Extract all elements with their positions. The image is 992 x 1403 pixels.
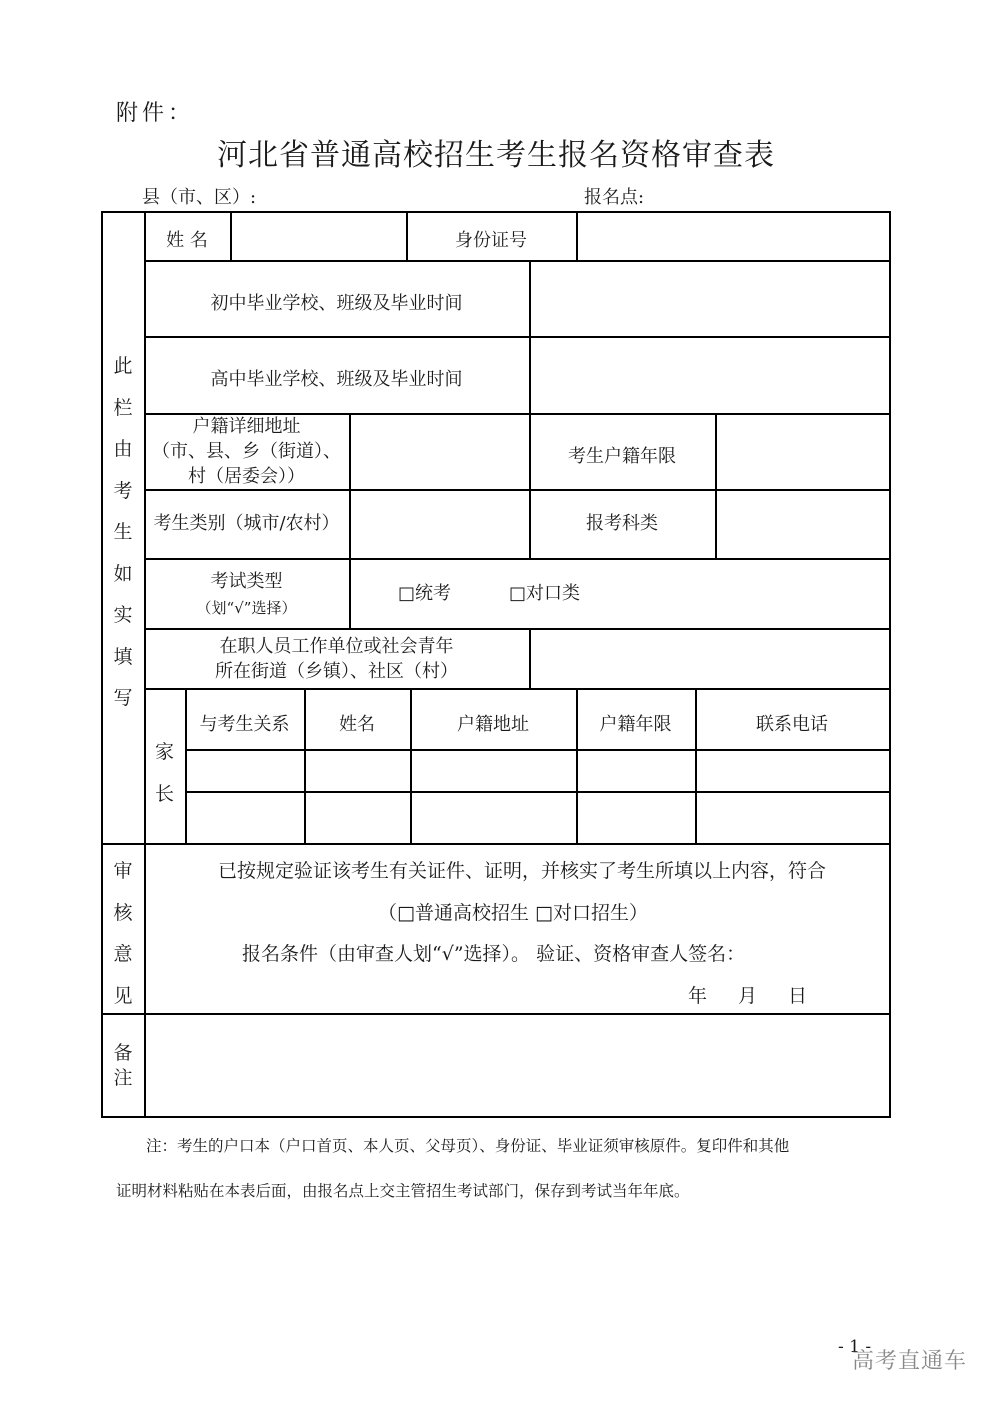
side-char: 备 <box>113 1042 133 1064</box>
household-address-label <box>144 414 349 489</box>
divider <box>101 843 891 845</box>
exam-type-option-vocational[interactable]: □对口类 <box>509 583 581 604</box>
divider <box>144 688 890 690</box>
household-years-field[interactable] <box>717 415 888 488</box>
parent-years-input[interactable] <box>578 751 694 790</box>
id-number-field[interactable] <box>578 213 888 259</box>
parent-address-input[interactable] <box>412 793 575 842</box>
title-text: 河北省普通高校招生考生报名资格审查表 <box>217 138 775 173</box>
senior-school-label: 高中毕业学校、班级及毕业时间 <box>210 369 463 390</box>
col-household-address: 户籍地址 <box>457 714 529 735</box>
id-number-label: 身份证号 <box>455 230 527 251</box>
parents-side-label <box>144 732 185 815</box>
page-number: - 1 - <box>838 1337 872 1357</box>
table-border-bottom <box>101 1116 891 1118</box>
county-label: 县（市、区）: <box>142 187 257 208</box>
parent-phone-input[interactable] <box>697 751 888 790</box>
divider <box>349 558 351 629</box>
review-statement-line2[interactable]: （□普通高校招生 □对口招生） <box>378 902 648 924</box>
table-border-right <box>889 211 891 1117</box>
parent-name-input[interactable] <box>306 751 409 790</box>
junior-school-field[interactable] <box>531 262 888 335</box>
side-char: 此 <box>113 355 133 377</box>
remarks-side-label <box>102 1041 144 1091</box>
subject-category-field[interactable] <box>717 491 888 557</box>
employment-field[interactable] <box>531 630 888 687</box>
exam-type-option-unified[interactable]: □统考 <box>398 583 452 604</box>
footer-note-line2: 证明材料粘贴在本表后面，由报名点上交主管招生考试部门，保存到考试当年年底。 <box>116 1182 690 1200</box>
side-char: 家 <box>154 741 174 763</box>
exam-type-hint: （划“√”选择） <box>196 599 297 617</box>
household-years-label: 考生户籍年限 <box>568 446 676 467</box>
side-char: 注 <box>113 1067 133 1089</box>
parent-years-input[interactable] <box>578 793 694 842</box>
side-char: 考 <box>113 479 133 502</box>
col-name: 姓名 <box>339 714 375 735</box>
senior-school-field[interactable] <box>531 338 888 412</box>
side-char: 长 <box>154 782 174 805</box>
label-line: 在职人员工作单位或社会青年 <box>219 636 454 657</box>
label-line: 村（居委会）） <box>188 466 305 487</box>
exam-type-label: 考试类型 <box>210 571 283 592</box>
divider <box>144 558 890 560</box>
label-line: 所在街道（乡镇）、社区（村） <box>215 661 458 682</box>
name-label: 姓 名 <box>166 230 208 251</box>
label-line: 户籍详细地址 <box>192 416 301 437</box>
col-household-years: 户籍年限 <box>599 714 672 735</box>
side-char: 见 <box>113 984 133 1007</box>
label-line: （市、县、乡（街道）、 <box>152 441 341 462</box>
applicant-category-field[interactable] <box>351 491 528 557</box>
household-address-field[interactable] <box>351 415 528 488</box>
side-char: 核 <box>113 901 133 924</box>
watermark: 高考直通车 <box>852 1349 968 1374</box>
divider <box>529 413 531 559</box>
side-char: 实 <box>113 604 133 626</box>
side-char: 写 <box>113 687 133 709</box>
parent-relationship-input[interactable] <box>187 751 303 790</box>
page-title <box>0 130 992 174</box>
parent-name-input[interactable] <box>306 793 409 842</box>
side-char: 生 <box>113 521 133 543</box>
footer-note-line1: 注：考生的户口本（户口首页、本人页、父母页）、身份证、毕业证须审核原件。复印件和其他 <box>146 1137 790 1155</box>
side-char: 审 <box>113 860 133 882</box>
remarks-field[interactable] <box>146 1015 888 1115</box>
side-char: 如 <box>113 562 133 585</box>
date-month-label: 月 <box>738 985 758 1007</box>
review-statement-line1: 已按规定验证该考生有关证件、证明，并核实了考生所填以上内容，符合 <box>218 860 827 882</box>
side-char: 意 <box>113 943 133 965</box>
employment-label <box>144 634 529 684</box>
parent-address-input[interactable] <box>412 751 575 790</box>
review-side-label <box>102 851 144 1017</box>
registration-point-label: 报名点: <box>584 187 645 208</box>
side-label-applicant <box>102 346 144 720</box>
attachment-label: 附件： <box>116 101 195 126</box>
date-day-label: 日 <box>788 985 808 1007</box>
col-phone: 联系电话 <box>756 714 828 735</box>
parent-phone-input[interactable] <box>697 793 888 842</box>
date-year-label: 年 <box>688 985 708 1007</box>
subject-category-label: 报考科类 <box>586 513 658 534</box>
junior-school-label: 初中毕业学校、班级及毕业时间 <box>210 293 463 314</box>
name-field[interactable] <box>232 213 405 259</box>
side-char: 由 <box>113 438 133 460</box>
col-relationship: 与考生关系 <box>199 714 290 735</box>
applicant-category-label: 考生类别（城市/农村） <box>153 513 340 534</box>
side-char: 栏 <box>113 396 133 419</box>
side-char: 填 <box>113 645 133 668</box>
parent-relationship-input[interactable] <box>187 793 303 842</box>
review-statement-line3: 报名条件（由审查人划“√”选择）。 验证、资格审查人签名： <box>242 943 746 965</box>
